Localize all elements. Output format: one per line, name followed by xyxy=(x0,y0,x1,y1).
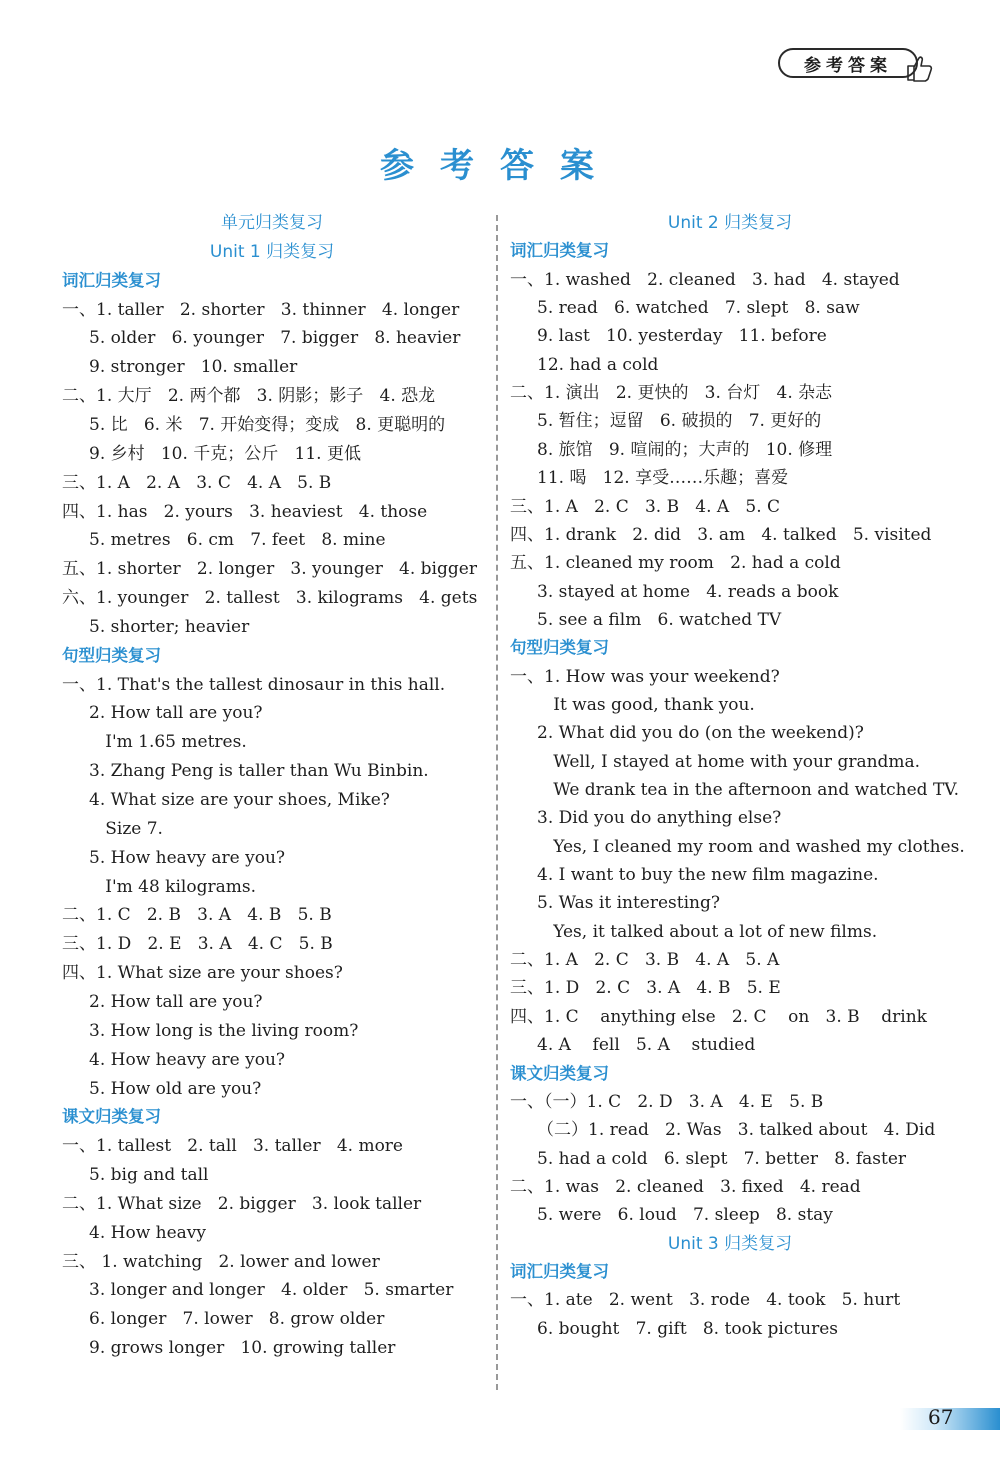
answer-line: Size 7. xyxy=(62,818,163,839)
answer-line: 一、1. How was your weekend? xyxy=(510,666,780,687)
answer-line: 5. were 6. loud 7. sleep 8. stay xyxy=(510,1205,833,1226)
answer-line: 5. 比 6. 米 7. 开始变得；变成 8. 更聪明的 xyxy=(62,414,446,435)
answer-line: 2. How tall are you? xyxy=(62,703,263,724)
column-divider xyxy=(496,215,498,1390)
answer-line: Well, I stayed at home with your grandma. xyxy=(510,751,921,772)
answer-line: 5. How old are you? xyxy=(62,1078,262,1099)
answer-line: 5. had a cold 6. slept 7. better 8. faster xyxy=(510,1148,907,1169)
answer-line: 3. stayed at home 4. reads a book xyxy=(510,581,839,602)
answer-line: 二、1. A 2. C 3. B 4. A 5. A xyxy=(510,950,780,971)
answer-line: 四、1. C anything else 2. C on 3. B drink xyxy=(510,1006,927,1027)
answer-line: 2. How tall are you? xyxy=(62,991,263,1012)
answer-line: We drank tea in the afternoon and watched TV. xyxy=(510,780,960,800)
answer-line: 六、1. younger 2. tallest 3. kilograms 4. gets xyxy=(62,588,478,609)
answer-line: 5. read 6. watched 7. slept 8. saw xyxy=(510,298,860,319)
answer-line: 二、1. 大厅 2. 两个都 3. 阴影；影子 4. 恐龙 xyxy=(62,386,436,407)
answer-line: 五、1. cleaned my room 2. had a cold xyxy=(510,553,841,574)
answer-line: 5. older 6. younger 7. bigger 8. heavier xyxy=(62,328,461,349)
section-heading: 句型归类复习 xyxy=(510,638,609,658)
section-heading: 课文归类复习 xyxy=(62,1107,161,1127)
answer-line: 4. How heavy are you? xyxy=(62,1049,286,1070)
answer-line: Yes, I cleaned my room and washed my clothes. xyxy=(510,836,965,857)
answer-line: 8. 旅馆 9. 喧闹的；大声的 10. 修理 xyxy=(510,439,833,460)
answer-line: 四、1. has 2. yours 3. heaviest 4. those xyxy=(62,501,428,522)
unit-heading: 单元归类复习 xyxy=(221,213,323,233)
section-heading: 词汇归类复习 xyxy=(510,241,609,261)
answer-line: 3. Did you do anything else? xyxy=(510,808,782,829)
unit-heading: Unit 1 归类复习 xyxy=(209,241,335,262)
answer-line: 一、1. tallest 2. tall 3. taller 4. more xyxy=(62,1136,403,1157)
answer-line: 9. grows longer 10. growing taller xyxy=(62,1338,396,1359)
page-number: 67 xyxy=(928,1405,954,1429)
answer-line: 3. longer and longer 4. older 5. smarter xyxy=(62,1280,454,1301)
answer-line: 一、1. taller 2. shorter 3. thinner 4. longer xyxy=(62,299,460,320)
unit-heading: Unit 2 归类复习 xyxy=(667,213,793,233)
answer-line: 5. Was it interesting? xyxy=(510,893,720,914)
answer-line: I'm 48 kilograms. xyxy=(62,876,256,897)
answer-line: 3. How long is the living room? xyxy=(62,1020,359,1041)
answer-line: 三、1. A 2. C 3. B 4. A 5. C xyxy=(510,496,781,517)
answer-line: 二、1. C 2. B 3. A 4. B 5. B xyxy=(62,905,332,926)
answer-line: 二、1. 演出 2. 更快的 3. 台灯 4. 杂志 xyxy=(510,383,833,404)
page-title: 参考答案 xyxy=(380,146,620,186)
answer-line: 一、1. ate 2. went 3. rode 4. took 5. hurt xyxy=(510,1290,901,1311)
answer-line: 一、1. That's the tallest dinosaur in this hall. xyxy=(62,674,446,695)
answer-line: 5. 暂住；逗留 6. 破损的 7. 更好的 xyxy=(510,411,822,432)
answer-line: 5. metres 6. cm 7. feet 8. mine xyxy=(62,530,386,551)
answer-line: （二）1. read 2. Was 3. talked about 4. Did xyxy=(510,1120,936,1141)
answer-line: 三、 1. watching 2. lower and lower xyxy=(62,1251,380,1272)
section-heading: 词汇归类复习 xyxy=(510,1261,609,1281)
answer-line: 三、1. D 2. E 3. A 4. C 5. B xyxy=(62,934,333,955)
answer-line: 9. last 10. yesterday 11. before xyxy=(510,326,827,347)
answer-line: 6. bought 7. gift 8. took pictures xyxy=(510,1318,839,1339)
answer-line: 四、1. What size are your shoes? xyxy=(62,963,343,984)
answer-line: 9. stronger 10. smaller xyxy=(62,357,298,378)
answer-line: Yes, it talked about a lot of new films. xyxy=(510,921,878,942)
section-heading: 词汇归类复习 xyxy=(62,270,161,290)
answer-line: 一、1. washed 2. cleaned 3. had 4. stayed xyxy=(510,269,900,290)
answer-line: 11. 喝 12. 享受……乐趣；喜爱 xyxy=(510,468,789,489)
answer-line: 三、1. A 2. A 3. C 4. A 5. B xyxy=(62,472,332,493)
answer-line: 3. Zhang Peng is taller than Wu Binbin. xyxy=(62,761,429,782)
unit-heading: Unit 3 归类复习 xyxy=(667,1233,793,1254)
answer-line: 5. big and tall xyxy=(62,1165,209,1186)
answer-line: 二、1. was 2. cleaned 3. fixed 4. read xyxy=(510,1176,861,1197)
answer-line: 4. I want to buy the new film magazine. xyxy=(510,865,879,886)
answer-line: 12. had a cold xyxy=(510,354,659,375)
section-heading: 课文归类复习 xyxy=(510,1063,609,1083)
answer-line: 五、1. shorter 2. longer 3. younger 4. bigger xyxy=(62,559,477,580)
section-heading: 句型归类复习 xyxy=(62,645,161,665)
answer-line: 4. What size are your shoes, Mike? xyxy=(62,790,390,810)
thumbs-up-icon xyxy=(905,54,935,82)
answer-line: 6. longer 7. lower 8. grow older xyxy=(62,1309,385,1330)
answer-line: I'm 1.65 metres. xyxy=(62,732,247,753)
answer-line: 二、1. What size 2. bigger 3. look taller xyxy=(62,1193,422,1214)
answer-line: 9. 乡村 10. 千克；公斤 11. 更低 xyxy=(62,443,361,464)
answer-line: 2. What did you do (on the weekend)? xyxy=(510,723,864,744)
answer-line: 4. A fell 5. A studied xyxy=(510,1035,756,1056)
answer-line: 四、1. drank 2. did 3. am 4. talked 5. visited xyxy=(510,524,932,545)
answer-line: It was good, thank you. xyxy=(510,694,755,715)
answer-line: 一、（一）1. C 2. D 3. A 4. E 5. B xyxy=(510,1091,824,1112)
answer-key-badge: 参考答案 xyxy=(778,48,918,78)
answer-line: 5. see a film 6. watched TV xyxy=(510,609,782,630)
answer-line: 5. How heavy are you? xyxy=(62,847,286,868)
answer-line: 三、1. D 2. C 3. A 4. B 5. E xyxy=(510,978,781,999)
answer-line: 5. shorter; heavier xyxy=(62,616,250,637)
answer-line: 4. How heavy xyxy=(62,1222,207,1243)
